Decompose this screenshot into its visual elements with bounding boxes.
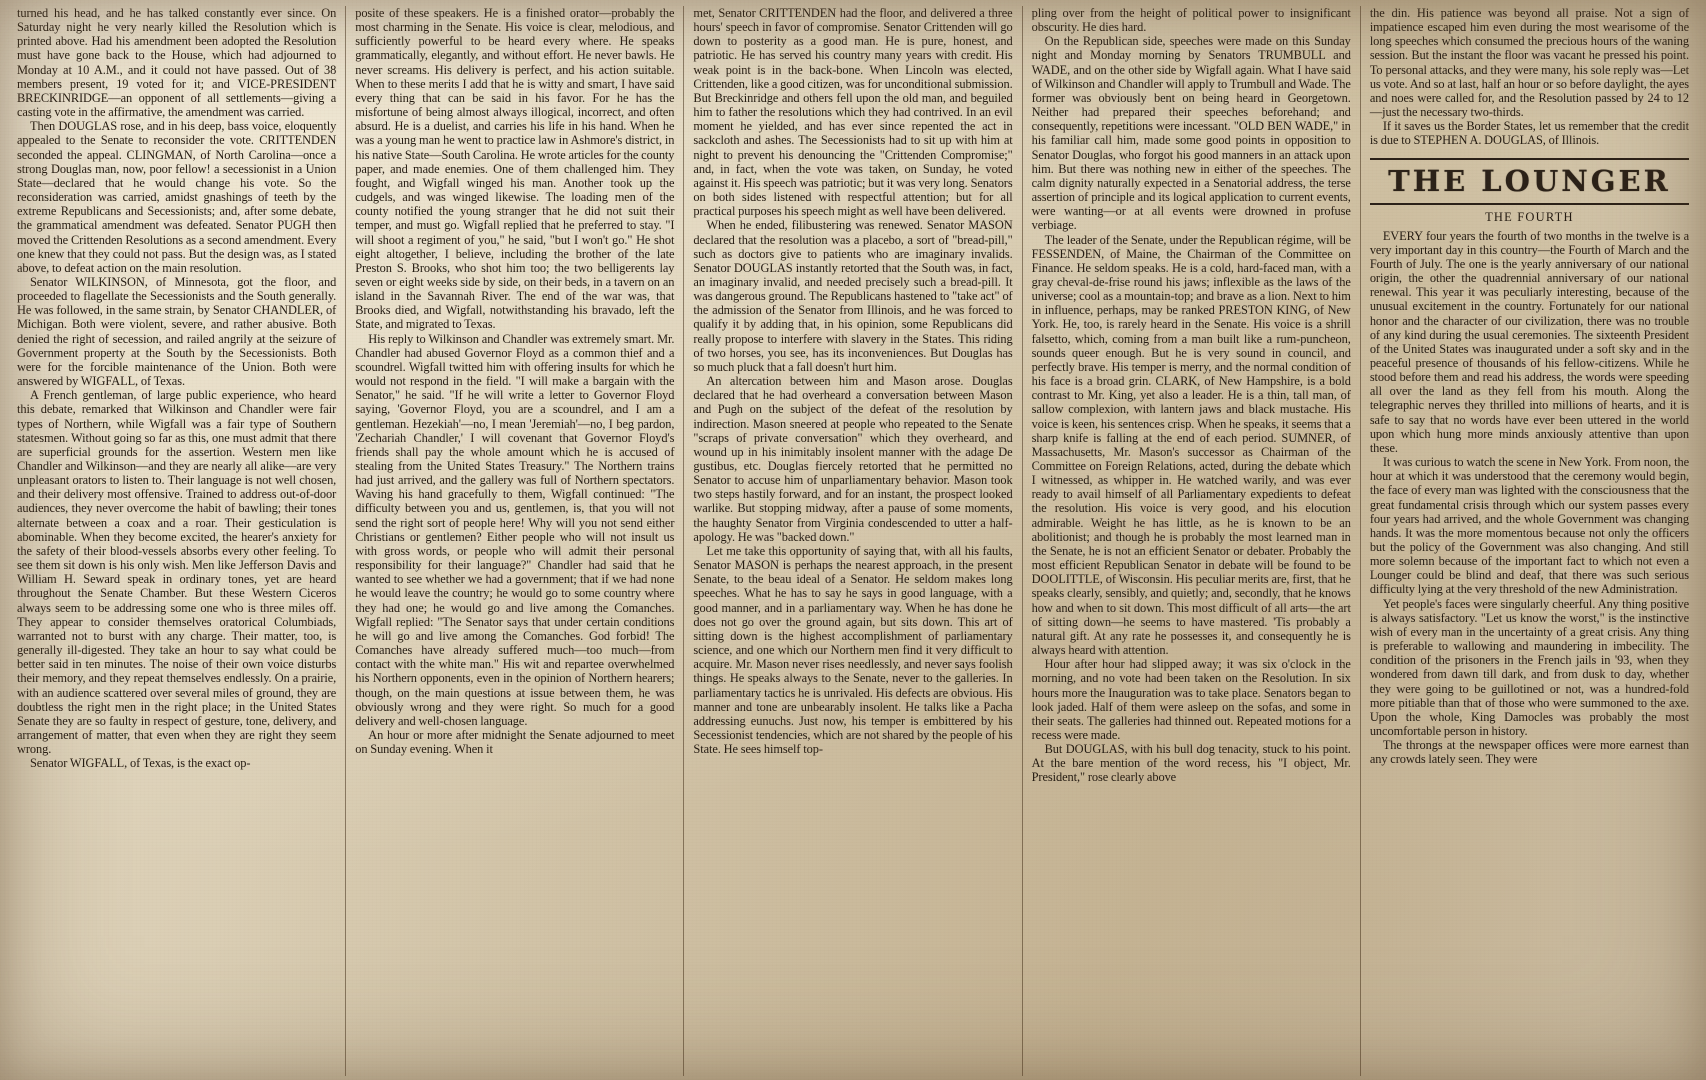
paragraph: EVERY four years the fourth of two months in the twelve is a very important day in this country—the Fourth of March and the Fourth of July. The one is the yearly anniversary of our national origin, the other the quadrennial anniversary of our national renewal. This year it was peculiarly interesting, because of the unusual excitement in the country. Fortunately for our national honor and the character of our civilization, there was no trouble of any kind during the usual ceremonies. The sixteenth President of the United States was inaugurated under a soft sky and in the peaceful presence of thousands of his fellow-citizens. While he stood before them and read his address, the words were speeding all over the land as they fell from his mouth. Along the telegraphic nerves they thrilled into millions of hearts, and it is safe to say that no words have ever been uttered in the world upon which hung more minds anxiously attentive than upon these. [1369,228,1690,455]
text-column-3 [683,6,1021,1076]
section-subhead: THE FOURTH [1485,209,1574,224]
paragraph: posite of these speakers. He is a finished orator—probably the most charming in the Senate. His voice is clear, melodious, and sufficiently powerful to be heard every where. He speaks grammatically, elegantly, and without effort. He never bawls. He never screams. His delivery is perfect, and his action suitable. When to these merits I add that he is witty and smart, I have said every thing that can be said in his favor. For he has the misfortune of being almost always illogical, incorrect, and often absurd. He is a duelist, and carries his life in his hand. When he was a young man he went to practice law in Ashmore's district, in his native State—South Carolina. He wrote articles for the county paper, and made enemies. One of them challenged him. They fought, and Wigfall winged his man. Another took up the cudgels, and was winged likewise. The loading men of the county notified the young stranger that he did not suit their temper, and must go. Wigfall replied that he preferred to stay. "I will shoot a regiment of you," he said, "but I won't go." He shot eight altogether, I believe, including the brother of the late Preston S. Brooks, who shot him too; the two belligerents lay seven or eight weeks side by side, on their beds, in a tavern on an island in the Savannah River. The end of the war was, that Brooks died, and Wigfall, notwithstanding his bravado, left the State, and migrated to Texas. [355,6,675,332]
text-column-5 [1360,6,1698,1076]
paragraph: the din. His patience was beyond all praise. Not a sign of impatience escaped him even during the most wearisome of the long speeches which consumed the precious hours of the waning session. But the instant the floor was vacant he pressed his point. To personal attacks, and they were many, his sole reply was—Let us vote. And so at last, half an hour or so before daylight, the ayes and noes were called for, and the Resolution passed by 24 to 12—just the necessary two-thirds. [1369,6,1690,120]
lounger-masthead [1370,158,1689,205]
paragraph: The leader of the Senate, under the Republican régime, will be FESSENDEN, of Maine, the Chairman of the Committee on Finance. He seldom speaks. He is a cold, hard-faced man, with a gray cheval-de-frise round his jaws; inflexible as the laws of the universe; cool as a mountain-top; and brave as a lion. Next to him in influence, perhaps, may be ranked PRESTON KING, of New York. He, too, is rarely heard in the Senate. His voice is a shrill falsetto, which, coming from a man built like a rum-puncheon, sounds queer enough. But he is very sound in council, and perfectly brave. His temper is merry, and the normal condition of his face is a broad grin. CLARK, of New Hampshire, is a bold contrast to Mr. King, yet also a leader. He is a thin, tall man, of sallow complexion, with lantern jaws and black mustache. His voice is keen, his sentences crisp. When he speaks, it seems that a sharp knife is falling at the end of each period. SUMNER, of Massachusetts, Mr. Mason's successor as Chairman of the Committee on Foreign Relations, acted, during the debate which I witnessed, as whipper in. He watched warily, and was ever ready to avail himself of all Parliamentary expedients to defeat the resolution. His voice is very good, and his elocution admirable. Weight he has little, as he is known to be an abolitionist; and though he is probably the most learned man in the Senate, he is not an efficient Senator or debater. Probably the most efficient Republican Senator in debate will be found to be DOOLITTLE, of Wisconsin. His peculiar merits are, first, that he speaks clearly, sensibly, and quietly; and, secondly, that he knows how and when to sit down. This most difficult of all arts—the art of sitting down—he seems to have mastered. 'Tis probably a natural gift. At any rate he possesses it, and consequently he is always heard with attention. [1031,232,1351,658]
paragraph: Hour after hour had slipped away; it was six o'clock in the morning, and no vote had been taken on the Resolution. In six hours more the Inauguration was to take place. Senators began to look jaded. Half of them were asleep on the sofas, and some in their seats. The galleries had thinned out. Repeated motions for a recess were made. [1031,657,1351,742]
text-column-4 [1022,6,1360,1076]
paragraph: If it saves us the Border States, let us remember that the credit is due to STEPHEN A. DOUGLAS, of Illinois. [1369,119,1690,148]
text-column-2 [345,6,683,1076]
paragraph: On the Republican side, speeches were made on this Sunday night and Monday morning by Senators TRUMBULL and WADE, and on the other side by Wigfall again. What I have said of Wilkinson and Chandler will apply to Trumbull and Wade. The former was obviously bent on being heard in Georgetown. Neither had prepared their speeches beforehand; and consequently, repetitions were incessant. "OLD BEN WADE," in his familiar call him, made some good points in opposition to Senator Douglas, who forgot his good manners in an attack upon him. But there was nothing new in either of the speeches. The calm dignity naturally expected in a Senatorial address, the terse assertion of principle and its logical application to current events, were wanting—or at all events were drowned in profuse verbiage. [1031,34,1351,233]
paragraph: Yet people's faces were singularly cheerful. Any thing positive is always satisfactory. "Let us know the worst," is the instinctive wish of every man in the uncertainty of a great crisis. Any thing is preferable to wallowing and maundering in imbecility. The condition of the prisoners in the French jails in '93, when they wondered from dawn till dark, and from dusk to day, whether they were going to be guillotined or not, was a hundred-fold more pitiable than that of those who were summoned to the axe. Upon the whole, King Damocles was probably the most uncomfortable person in history. [1369,596,1690,739]
paragraph: But DOUGLAS, with his bull dog tenacity, stuck to his point. At the bare mention of the word recess, his "I object, Mr. President," rose clearly above [1031,742,1351,785]
text-column-1 [8,6,345,1076]
paragraph: An altercation between him and Mason arose. Douglas declared that he had overheard a conversation between Mason and Pugh on the subject of the defeat of the resolution by indirection. Mason sneered at people who repeated to the Senate "scraps of private conversation" which they overheard, and wound up in his inimitably insolent manner with the adage De gustibus, etc. Douglas fiercely retorted that he permitted no Senator to accuse him of unparliamentary behavior. Mason took two steps hastily forward, and for an instant, the prospect looked warlike. But stopping midway, after a pause of some moments, the haughty Senator from Virginia condescended to utter a half-apology. He was "backed down." [693,374,1013,544]
paragraph: Senator WILKINSON, of Minnesota, got the floor, and proceeded to flagellate the Secessionists and the South generally. He was followed, in the same strain, by Senator CHANDLER, of Michigan. Both were violent, severe, and rather abusive. Both denied the right of secession, and railed angrily at the seizure of Government property at the South by the Secessionists. Both were for the forcible maintenance of the Union. Both were answered by WIGFALL, of Texas. [17,274,337,389]
paragraph: The throngs at the newspaper offices were more earnest than any crowds lately seen. They were [1369,738,1690,767]
paragraph: pling over from the height of political power to insignificant obscurity. He dies hard. [1031,6,1351,35]
lounger-body [1370,229,1689,767]
paragraph: A French gentleman, of large public experience, who heard this debate, remarked that Wilkinson and Chandler were fair types of Northern, while Wigfall was a fair type of Southern statesmen. Without going so far as this, one must admit that there are superficial grounds for the assertion. Western men like Chandler and Wilkinson—and they are nearly all alike—are very unpleasant orators to listen to. Their language is not well chosen, and their delivery most offensive. Trained to address out-of-door audiences, they never overcome the habit of bawling; their tones alternate between a coax and a roar. Their gesticulation is abominable. When they become excited, the hearer's anxiety for the safety of their blood-vessels absorbs every other feeling. To see them sit down is his only wish. Men like Jefferson Davis and William H. Seward speak in ordinary tones, yet are heard throughout the Senate Chamber. But these Western Ciceros always seem to be addressing some one who is three miles off. They appear to consider themselves oratorical Columbiads, warranted not to burst with any charge. Their matter, too, is generally ill-digested. They take an hour to say what could be better said in ten minutes. The noise of their own voice disturbs their memory, and they repeat themselves endlessly. On a prairie, with an audience scattered over several miles of ground, they are doubtless the right men in the right place; in the United States Senate they are so faulty in respect of gesture, tone, delivery, and arrangement of matter, that even when they are right they seem wrong. [17,388,337,757]
paragraph: Let me take this opportunity of saying that, with all his faults, Senator MASON is perhaps the nearest approach, in the present Senate, to the beau ideal of a Senator. He seldom makes long speeches. What he has to say he says in good language, with a good manner, and in a parliamentary way. When he has done he does not go over the ground again, but sits down. This art of sitting down is the highest accomplishment of parliamentary science, and one which our Northern men find it very difficult to acquire. Mr. Mason never rises needlessly, and never says foolish things. He speaks always to the Senate, never to the galleries. In parliamentary tactics he is unrivaled. His defects are obvious. His manner and tone are unbearably insolent. He talks like a Pacha addressing eunuchs. Just now, his temper is embittered by his Secessionist tendencies, which are not shared by the people of his State. He sees himself top- [693,543,1013,757]
paragraph: Senator WIGFALL, of Texas, is the exact op- [30,756,251,771]
paragraph: met, Senator CRITTENDEN had the floor, and delivered a three hours' speech in favor of compromise. Senator Crittenden will go down to posterity as a good man. He is pure, honest, and patriotic. He has served his country many years with credit. His weak point is in the back-bone. When Lincoln was elected, Crittenden, like a good citizen, was for unconditional submission. But Breckinridge and others fell upon the old man, and beguiled him to father the resolutions which they had contrived. In an evil moment he yielded, and has ever since repented the act in sackcloth and ashes. The Secessionists had to sit up with him at night to prevent his denouncing the "Crittenden Compromise;" and, in fact, when the vote was taken, on Sunday, he voted against it. His speech was patriotic; but it was very long. Senators on both sides listened with respectful attention; but for all practical purposes his speech might as well have been delivered. [693,6,1013,219]
paragraph: turned his head, and he has talked constantly ever since. On Saturday night he very nearly killed the Resolution which is printed above. Had his amendment been adopted the Resolution must have gone back to the House, which had adjourned to Monday at 10 A.M., and it could not have passed. Out of 38 members present, 19 voted for it; and VICE-PRESIDENT BRECKINRIDGE—an opponent of all settlements—giving a casting vote in the affirmative, the amendment was carried. [17,6,337,120]
paragraph: His reply to Wilkinson and Chandler was extremely smart. Mr. Chandler had abused Governor Floyd as a common thief and a scoundrel. Wigfall twitted him with offering insults for which he would not respond in the field. "I will make a bargain with the Senator," he said. "If he will write a letter to Governor Floyd saying, 'Governor Floyd, you are a scoundrel, and I am a gentleman. Hezekiah'—no, I mean 'Jeremiah'—no, I beg pardon, 'Zechariah Chandler,' I will covenant that Governor Floyd's friends shall pay the whole amount which he is accused of stealing from the United States Treasury." The Northern trains had just arrived, and the gallery was full of Northern spectators. Waving his hand gracefully to them, Wigfall continued: "The difficulty between you and us, gentlemen, is, that you will not send the right sort of people here! Why will you not send either Christians or gentlemen? Either people who will not insult us with gross words, or people who will admit their personal responsibility for their language?" Chandler had said that he wanted to see whether we had a government; that if we had none he would leave the country; he would go to some country where they had one; he would go and live among the Comanches. Wigfall replied: "The Senator says that under certain conditions he will go and live among the Comanches. God forbid! The Comanches have already suffered much—too much—from contact with the white man." His wit and repartee overwhelmed his Northern opponents, even in the opinion of Northern hearers; though, on the main questions at issue between them, he was obviously wrong and they were right. So much for a good delivery and well-chosen language. [355,331,675,728]
masthead-title: THE LOUNGER [1388,163,1671,198]
paragraph: An hour or more after midnight the Senate adjourned to meet on Sunday evening. When it [355,727,675,757]
paragraph: Then DOUGLAS rose, and in his deep, bass voice, eloquently appealed to the Senate to reconsider the vote. CRITTENDEN seconded the appeal. CLINGMAN, of North Carolina—once a strong Douglas man, now, poor fellow! a secessionist in a Union State—declared that he would change his vote. So the reconsideration was carried, amidst gnashings of teeth by the extreme Republicans and Secessionists; and, after some debate, the grammatical amendment was defeated. Senator PUGH then moved the Crittenden Resolutions as a second amendment. Every one knew that they could not pass. But the design was, as I stated above, to defeat action on the main resolution. [17,119,337,275]
paragraph: When he ended, filibustering was renewed. Senator MASON declared that the resolution was a placebo, a sort of "bread-pill," such as doctors give to patients who are imaginary invalids. Senator DOUGLAS instantly retorted that the South was, in fact, an imaginary invalid, and needed precisely such a bread-pill. It was dangerous ground. The Republicans hastened to "take act" of the admission of the Senator from Illinois, and he was forced to qualify it by adding that, in his opinion, some Republicans did really propose to interfere with slavery in the States. This riding of two horses, you see, has its inconveniences. But Douglas has so much pluck that a fall doesn't hurt him. [693,218,1013,374]
paragraph: It was curious to watch the scene in New York. From noon, the hour at which it was understood that the ceremony would begin, the face of every man was lighted with the consciousness that the great fundamental crisis through which our system passes every four years had arrived, and the whole Government was changing hands. It was the more momentous because not only the officers but the policy of the Government was also changing. And still more solemn because of the important fact to which not even a Lounger could be blind and deaf, that there was such serious difficulty lying at the very threshold of the new Administration. [1369,455,1690,597]
